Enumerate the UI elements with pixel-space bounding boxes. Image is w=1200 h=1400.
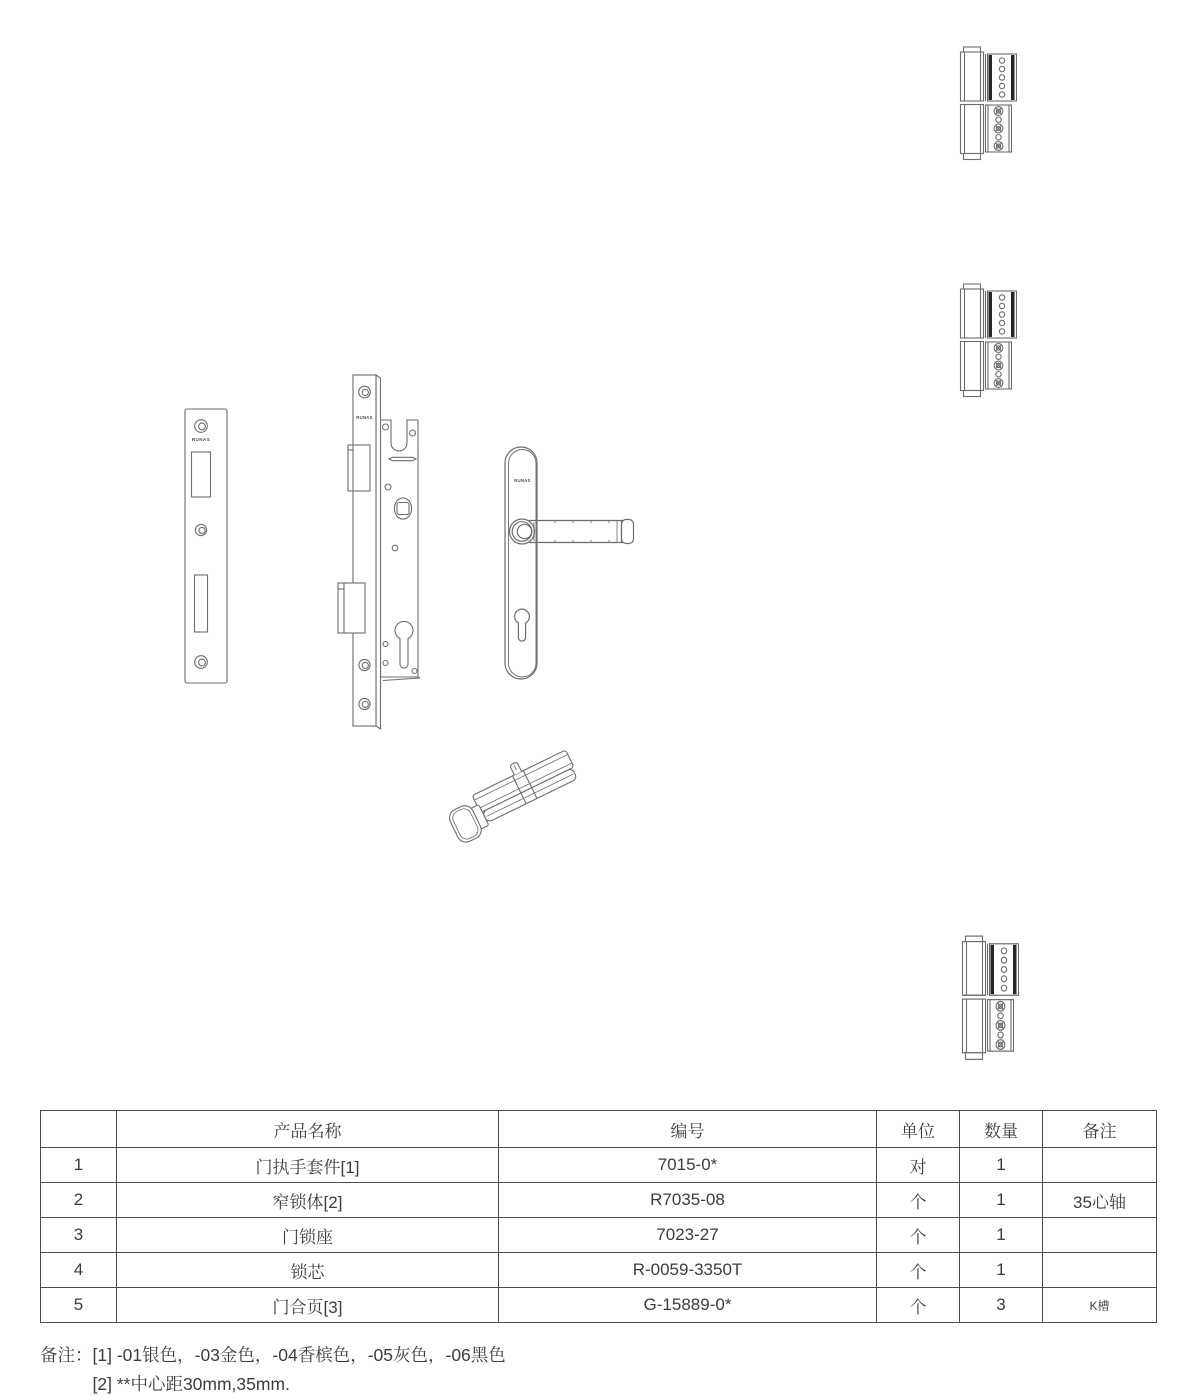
svg-text:RUNAS: RUNAS: [514, 478, 531, 483]
cell-quantity: 1: [960, 1183, 1043, 1218]
cell-product-name: 门锁座: [117, 1218, 499, 1253]
footnote-line-2: [2] **中心距30mm,35mm.: [92, 1374, 290, 1394]
cell-part-number: 7015-0*: [499, 1148, 877, 1183]
figure-hinge-bottom: [958, 935, 1020, 1061]
door-handle-icon: [503, 445, 638, 685]
cell-unit: 个: [877, 1183, 960, 1218]
cell-remark: [1043, 1218, 1157, 1253]
footnotes-label: 备注：: [40, 1345, 93, 1365]
figure-strike-plate: [184, 408, 228, 684]
cell-quantity: 1: [960, 1148, 1043, 1183]
footnotes: [40, 1341, 506, 1399]
strike-plate-icon: [184, 408, 228, 684]
cell-unit: 个: [877, 1288, 960, 1323]
cell-index: 3: [41, 1218, 117, 1253]
cell-index: 2: [41, 1183, 117, 1218]
cell-quantity: 3: [960, 1288, 1043, 1323]
lock-body-icon: [334, 372, 426, 730]
header-part-number: 编号: [499, 1111, 877, 1148]
cell-index: 4: [41, 1253, 117, 1288]
cell-remark: K槽: [1043, 1288, 1157, 1323]
figure-hinge-top: [956, 46, 1018, 161]
cell-unit: 个: [877, 1218, 960, 1253]
cell-unit: 个: [877, 1253, 960, 1288]
figure-lock-body: [334, 372, 426, 730]
cell-index: 5: [41, 1288, 117, 1323]
footnote-lines: [93, 1341, 506, 1399]
cell-remark: [1043, 1148, 1157, 1183]
header-unit: 单位: [877, 1111, 960, 1148]
cell-product-name: 窄锁体[2]: [117, 1183, 499, 1218]
table-row: [41, 1148, 1157, 1183]
header-quantity: 数量: [960, 1111, 1043, 1148]
cell-product-name: 锁芯: [117, 1253, 499, 1288]
cell-product-name: 门执手套件[1]: [117, 1148, 499, 1183]
door-hinge-icon: [956, 46, 1018, 161]
table-row: [41, 1218, 1157, 1253]
cell-product-name: 门合页[3]: [117, 1288, 499, 1323]
figure-lock-cylinder: [445, 740, 585, 848]
svg-text:RUNAS: RUNAS: [191, 437, 211, 442]
header-remark: 备注: [1043, 1111, 1157, 1148]
table-row: [41, 1288, 1157, 1323]
parts-table: [40, 1110, 1157, 1323]
cell-part-number: R7035-08: [499, 1183, 877, 1218]
table-row: [41, 1253, 1157, 1288]
cell-part-number: R-0059-3350T: [499, 1253, 877, 1288]
cell-remark: 35心轴: [1043, 1183, 1157, 1218]
footnote-line-1: [1] -01银色，-03金色，-04香槟色，-05灰色，-06黑色: [92, 1345, 506, 1365]
door-hinge-icon: [958, 935, 1020, 1061]
table-header-row: [41, 1111, 1157, 1148]
cell-quantity: 1: [960, 1218, 1043, 1253]
door-hinge-icon: [956, 283, 1018, 398]
cell-part-number: 7023-27: [499, 1218, 877, 1253]
lock-cylinder-icon: [445, 740, 585, 848]
table-row: [41, 1183, 1157, 1218]
svg-text:RUNAS: RUNAS: [356, 415, 373, 420]
cell-quantity: 1: [960, 1253, 1043, 1288]
cell-unit: 对: [877, 1148, 960, 1183]
cell-part-number: G-15889-0*: [499, 1288, 877, 1323]
cell-index: 1: [41, 1148, 117, 1183]
header-product-name: 产品名称: [117, 1111, 499, 1148]
cell-remark: [1043, 1253, 1157, 1288]
figure-hinge-middle: [956, 283, 1018, 398]
header-index: [41, 1111, 117, 1148]
figure-handle-set: [503, 445, 638, 685]
